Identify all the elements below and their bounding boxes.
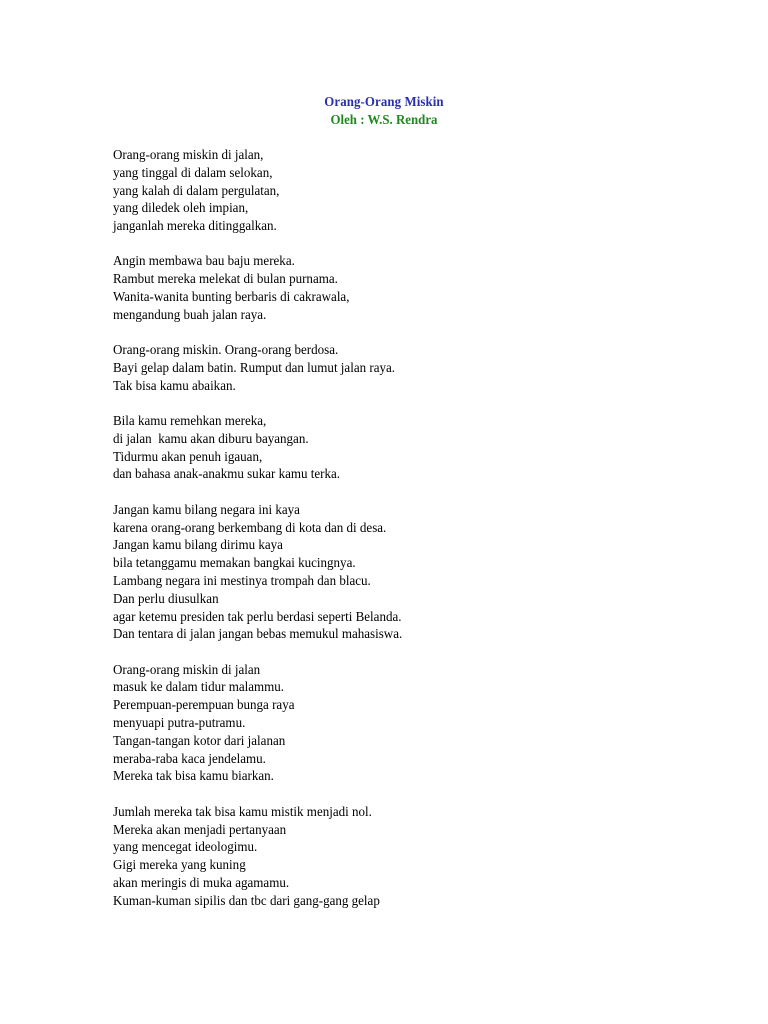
poem-stanza [113, 804, 673, 911]
poem-line: menyuapi putra-putramu. [113, 716, 246, 732]
poem-line: Dan perlu diusulkan [113, 591, 219, 607]
poem-line: yang tinggal di dalam selokan, [113, 165, 273, 181]
poem-line: Rambut mereka melekat di bulan purnama. [113, 272, 338, 288]
poem-line: Tangan-tangan kotor dari jalanan [113, 733, 286, 749]
poem-line: Jangan kamu bilang dirimu kaya [113, 538, 283, 554]
poem-line: mengandung buah jalan raya. [113, 307, 267, 323]
poem-line: Orang-orang miskin. Orang-orang berdosa. [113, 343, 339, 359]
poem-stanza [113, 662, 673, 787]
poem-line: akan meringis di muka agamamu. [113, 875, 290, 891]
poem-line: meraba-raba kaca jendelamu. [113, 751, 266, 767]
poem-line: Orang-orang miskin di jalan [113, 662, 261, 678]
poem-line: Lambang negara ini mestinya trompah dan blacu. [113, 573, 371, 589]
poem-line: Perempuan-perempuan bunga raya [113, 698, 295, 714]
poem-line: Wanita-wanita bunting berbaris di cakrawala, [113, 290, 350, 306]
poem-stanza [113, 413, 673, 484]
poem-title: Orang-Orang Miskin [324, 95, 444, 110]
poem-stanza [113, 253, 673, 324]
poem-stanza [113, 502, 673, 644]
poem-line: dan bahasa anak-anakmu sukar kamu terka. [113, 467, 341, 483]
poem-body [113, 147, 673, 928]
poem-line: di jalan kamu akan diburu bayangan. [113, 431, 309, 447]
poem-author: Oleh : W.S. Rendra [330, 113, 438, 128]
poem-stanza [113, 147, 673, 236]
poem-line: Orang-orang miskin di jalan, [113, 148, 264, 163]
poem-line: Tak bisa kamu abaikan. [113, 378, 236, 394]
poem-line: Gigi mereka yang kuning [113, 858, 246, 874]
poem-line: agar ketemu presiden tak perlu berdasi seperti Belanda. [113, 609, 402, 625]
poem-line: Tidurmu akan penuh igauan, [113, 449, 263, 465]
poem-line: Kuman-kuman sipilis dan tbc dari gang-gang gelap [113, 893, 380, 909]
poem-line: Jumlah mereka tak bisa kamu mistik menjadi nol. [113, 804, 372, 820]
poem-line: yang kalah di dalam pergulatan, [113, 183, 280, 199]
poem-line: yang mencegat ideologimu. [113, 840, 258, 856]
poem-line: Bayi gelap dalam batin. Rumput dan lumut jalan raya. [113, 360, 396, 376]
poem-line: yang diledek oleh impian, [113, 201, 249, 217]
poem-line: masuk ke dalam tidur malammu. [113, 680, 285, 696]
poem-line: janganlah mereka ditinggalkan. [113, 219, 277, 235]
poem-line: Bila kamu remehkan mereka, [113, 414, 267, 430]
poem-stanza [113, 342, 673, 395]
poem-line: Dan tentara di jalan jangan bebas memukul mahasiswa. [113, 627, 403, 643]
poem-line: Angin membawa bau baju mereka. [113, 254, 295, 270]
poem-line: Jangan kamu bilang negara ini kaya [113, 502, 300, 518]
poem-line: bila tetanggamu memakan bangkai kucingnya. [113, 556, 356, 572]
poem-line: Mereka tak bisa kamu biarkan. [113, 769, 274, 785]
poem-line: Mereka akan menjadi pertanyaan [113, 822, 287, 838]
poem-line: karena orang-orang berkembang di kota dan di desa. [113, 520, 387, 536]
